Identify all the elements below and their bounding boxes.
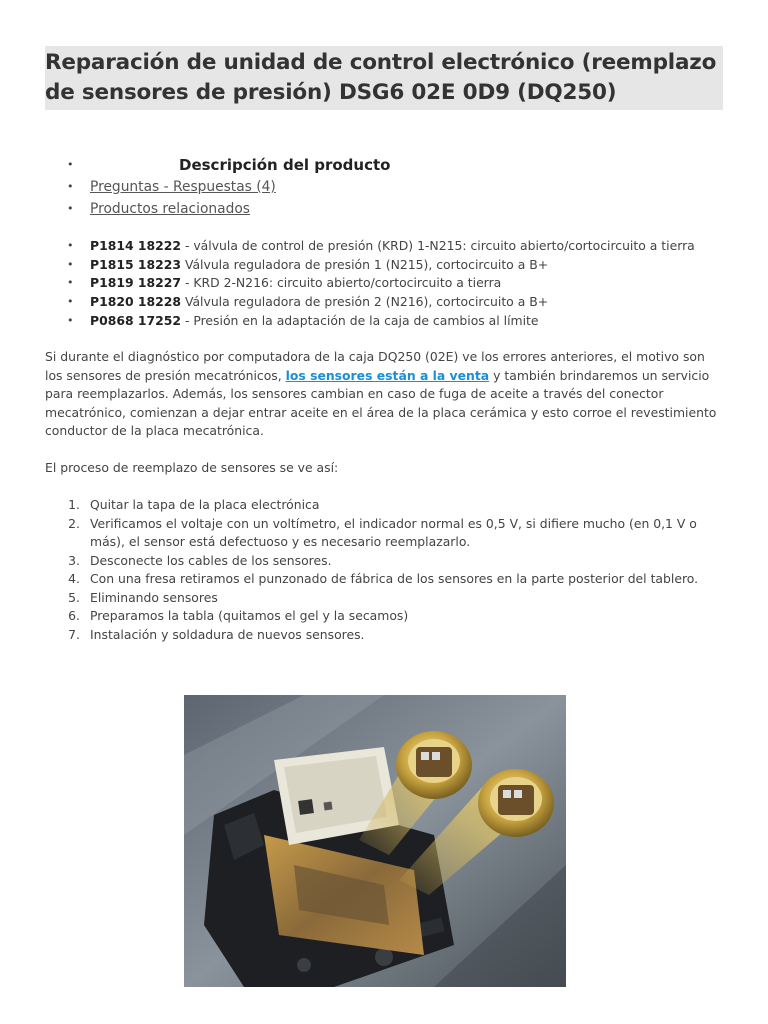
error-code: P0868 17252: [90, 312, 181, 328]
list-item: [62, 607, 727, 626]
page-title: Reparación de unidad de control electrónico (reemplazo de sensores de presión) DSG6 02E 0D9 (DQ250): [45, 50, 717, 105]
error-code: P1820 18228: [90, 294, 181, 310]
error-description: Válvula reguladora de presión 1 (N215), cortocircuito a B+: [181, 256, 549, 272]
intro-paragraph: [45, 348, 725, 441]
process-intro: El proceso de reemplazo de sensores se ve así:: [45, 460, 339, 475]
step-number: 2.: [68, 515, 80, 531]
error-description: - KRD 2-N216: circuito abierto/cortocircuito a tierra: [181, 275, 502, 291]
error-description: - válvula de control de presión (KRD) 1-N215: circuito abierto/cortocircuito a tierra: [181, 238, 695, 253]
tab-description[interactable]: [67, 154, 727, 176]
tab-questions[interactable]: [67, 176, 727, 198]
error-code: P1815 18223: [90, 256, 181, 272]
error-description: - Presión en la adaptación de la caja de cambios al límite: [181, 312, 539, 328]
error-code: P1814 18222: [90, 238, 181, 253]
title-box: [45, 46, 723, 110]
product-tabs: [67, 154, 727, 220]
list-item: [62, 515, 727, 552]
list-item: [67, 274, 747, 293]
step-number: 6.: [68, 608, 80, 623]
list-item: [62, 570, 727, 589]
steps-list: [62, 496, 727, 644]
list-item: [67, 312, 747, 331]
step-text: Desconecte los cables de los sensores.: [90, 552, 332, 568]
intro-text-after: y también brindaremos un servicio para reemplazarlos. Además, los sensores cambian en caso de fuga de aceite a través del conector mecatrónico, comienzan a dejar entrar aceite en el área de la placa cerámica y esto corroe el revestimiento conductor de la placa mecatrónica.: [45, 367, 717, 438]
mechatronic-photo: [184, 695, 566, 987]
list-item: [62, 589, 727, 608]
step-number: 7.: [68, 626, 80, 642]
step-text: Con una fresa retiramos el punzonado de fábrica de los sensores en la parte posterior del tablero.: [90, 571, 699, 586]
error-description: Válvula reguladora de presión 2 (N216), cortocircuito a B+: [181, 294, 549, 310]
error-code-list: [67, 237, 747, 330]
step-number: 3.: [68, 552, 80, 568]
list-item: [62, 626, 727, 645]
tab-questions-link[interactable]: Preguntas - Respuestas (4): [90, 179, 276, 195]
list-item: [67, 256, 747, 275]
pressure-sensor-icon: [478, 769, 554, 837]
list-item: [62, 552, 727, 571]
pressure-sensor-icon: [396, 731, 472, 799]
list-item: [67, 293, 747, 312]
intro-text-before: Si durante el diagnóstico por computadora de la caja DQ250 (02E) ve los errores anteriores, el motivo son los sensores de presión mecatrónicos,: [45, 349, 705, 383]
list-item: [62, 496, 727, 515]
error-code: P1819 18227: [90, 275, 181, 291]
step-text: Verificamos el voltaje con un voltímetro, el indicador normal es 0,5 V, si difiere mucho (en 0,1 V o más), el sensor está defectuoso y es necesario reemplazarlo.: [90, 515, 697, 549]
tab-description-label: Descripción del producto: [179, 156, 391, 174]
step-number: 4.: [68, 571, 80, 586]
step-text: Quitar la tapa de la placa electrónica: [90, 497, 320, 512]
step-text: Eliminando sensores: [90, 589, 218, 605]
sensors-for-sale-link[interactable]: los sensores están a la venta: [285, 367, 490, 383]
tab-related-link[interactable]: Productos relacionados: [90, 201, 250, 217]
step-number: 5.: [68, 589, 80, 605]
step-number: 1.: [68, 497, 80, 512]
list-item: [67, 237, 747, 256]
step-text: Instalación y soldadura de nuevos sensores.: [90, 626, 365, 642]
mechatronic-illustration: [184, 695, 566, 987]
step-text: Preparamos la tabla (quitamos el gel y la secamos): [90, 608, 409, 623]
tab-related[interactable]: [67, 198, 727, 220]
